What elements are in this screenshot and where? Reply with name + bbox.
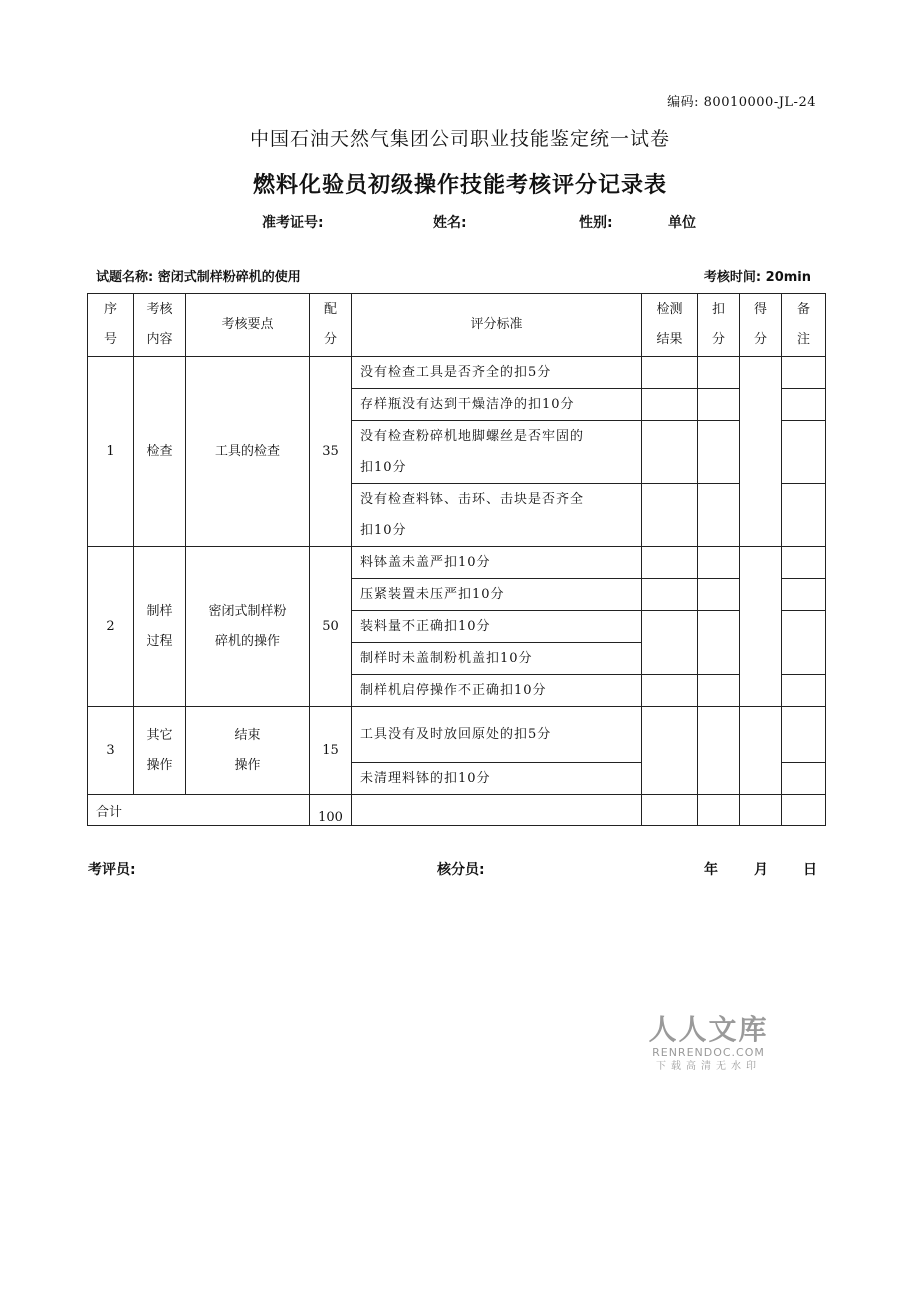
content-cell: 检查 — [134, 357, 186, 547]
result-cell[interactable] — [642, 421, 698, 484]
seq-cell: 2 — [88, 547, 134, 707]
seq-cell: 3 — [88, 707, 134, 795]
gain-cell[interactable] — [740, 547, 782, 707]
gain-cell[interactable] — [740, 795, 782, 826]
note-cell[interactable] — [782, 611, 826, 675]
result-cell[interactable] — [642, 579, 698, 611]
header-note: 备 注 — [782, 294, 826, 357]
month-label: 月 — [754, 862, 768, 878]
score-cell: 35 — [310, 357, 352, 547]
examiner-label: 考评员: — [88, 862, 136, 878]
criteria-cell: 没有检查料钵、击环、击块是否齐全 扣10分 — [352, 484, 642, 547]
note-cell[interactable] — [782, 389, 826, 421]
note-cell[interactable] — [782, 795, 826, 826]
watermark-logo: 人人文库 — [648, 1013, 769, 1046]
criteria-cell: 料钵盖未盖严扣10分 — [352, 547, 642, 579]
header-row — [88, 294, 826, 357]
issuer-title: 中国石油天然气集团公司职业技能鉴定统一试卷 — [249, 128, 670, 150]
checker-label: 核分员: — [437, 862, 485, 878]
criteria-cell: 制样机启停操作不正确扣10分 — [352, 675, 642, 707]
note-cell[interactable] — [782, 675, 826, 707]
result-cell[interactable] — [642, 547, 698, 579]
score-cell: 15 — [310, 707, 352, 795]
result-cell[interactable] — [642, 357, 698, 389]
result-cell[interactable] — [642, 389, 698, 421]
header-result: 检测 结果 — [642, 294, 698, 357]
header-content: 考核 内容 — [134, 294, 186, 357]
result-cell[interactable] — [642, 707, 698, 795]
seq-cell: 1 — [88, 357, 134, 547]
table-row — [88, 707, 826, 763]
criteria-cell: 压紧装置未压严扣10分 — [352, 579, 642, 611]
criteria-cell: 装料量不正确扣10分 — [352, 611, 642, 643]
header-points: 考核要点 — [186, 294, 310, 357]
deduct-cell[interactable] — [698, 611, 740, 675]
header-criteria: 评分标准 — [352, 294, 642, 357]
exam-number-label: 准考证号: — [262, 215, 324, 231]
header-gain: 得 分 — [740, 294, 782, 357]
points-cell: 工具的检查 — [186, 357, 310, 547]
note-cell[interactable] — [782, 357, 826, 389]
criteria-cell — [352, 795, 642, 826]
deduct-cell[interactable] — [698, 389, 740, 421]
header-deduct: 扣 分 — [698, 294, 740, 357]
deduct-cell[interactable] — [698, 675, 740, 707]
gain-cell[interactable] — [740, 357, 782, 547]
deduct-cell[interactable] — [698, 357, 740, 389]
deduct-cell[interactable] — [698, 579, 740, 611]
result-cell[interactable] — [642, 611, 698, 675]
unit-label: 单位 — [668, 215, 696, 231]
content-cell: 其它 操作 — [134, 707, 186, 795]
criteria-cell: 制样时未盖制粉机盖扣10分 — [352, 643, 642, 675]
criteria-cell: 没有检查工具是否齐全的扣5分 — [352, 357, 642, 389]
content-cell: 制样 过程 — [134, 547, 186, 707]
watermark-tagline: 下载高清无水印 — [656, 1061, 761, 1072]
exam-duration: 考核时间: 20min — [703, 270, 811, 285]
note-cell[interactable] — [782, 484, 826, 547]
note-cell[interactable] — [782, 421, 826, 484]
result-cell[interactable] — [642, 675, 698, 707]
gain-cell[interactable] — [740, 707, 782, 795]
deduct-cell[interactable] — [698, 547, 740, 579]
score-cell: 50 — [310, 547, 352, 707]
test-subject: 试题名称: 密闭式制样粉碎机的使用 — [96, 270, 301, 285]
criteria-cell: 未清理料钵的扣10分 — [352, 763, 642, 795]
criteria-cell: 存样瓶没有达到干燥洁净的扣10分 — [352, 389, 642, 421]
table-row — [88, 547, 826, 579]
criteria-cell: 没有检查粉碎机地脚螺丝是否牢固的 扣10分 — [352, 421, 642, 484]
header-score: 配 分 — [310, 294, 352, 357]
deduct-cell[interactable] — [698, 484, 740, 547]
year-label: 年 — [704, 862, 718, 878]
scoring-table — [87, 293, 826, 826]
name-label: 姓名: — [433, 215, 467, 231]
criteria-cell: 工具没有及时放回原处的扣5分 — [352, 707, 642, 763]
watermark — [646, 1014, 771, 1074]
table-row — [88, 357, 826, 389]
watermark-site: RENRENDOC.COM — [652, 1046, 765, 1059]
deduct-cell[interactable] — [698, 795, 740, 826]
document-code: 编码: 80010000-JL-24 — [667, 95, 816, 110]
result-cell[interactable] — [642, 484, 698, 547]
header-seq: 序 号 — [88, 294, 134, 357]
day-label: 日 — [803, 862, 817, 878]
note-cell[interactable] — [782, 763, 826, 795]
points-cell: 密闭式制样粉 碎机的操作 — [186, 547, 310, 707]
gender-label: 性别: — [579, 215, 613, 231]
form-title: 燃料化验员初级操作技能考核评分记录表 — [252, 173, 667, 198]
note-cell[interactable] — [782, 707, 826, 763]
note-cell[interactable] — [782, 579, 826, 611]
result-cell[interactable] — [642, 795, 698, 826]
deduct-cell[interactable] — [698, 707, 740, 795]
total-label: 合计 — [88, 795, 310, 826]
total-row — [88, 795, 826, 826]
deduct-cell[interactable] — [698, 421, 740, 484]
total-score: 100 — [310, 795, 352, 826]
note-cell[interactable] — [782, 547, 826, 579]
points-cell: 结束 操作 — [186, 707, 310, 795]
